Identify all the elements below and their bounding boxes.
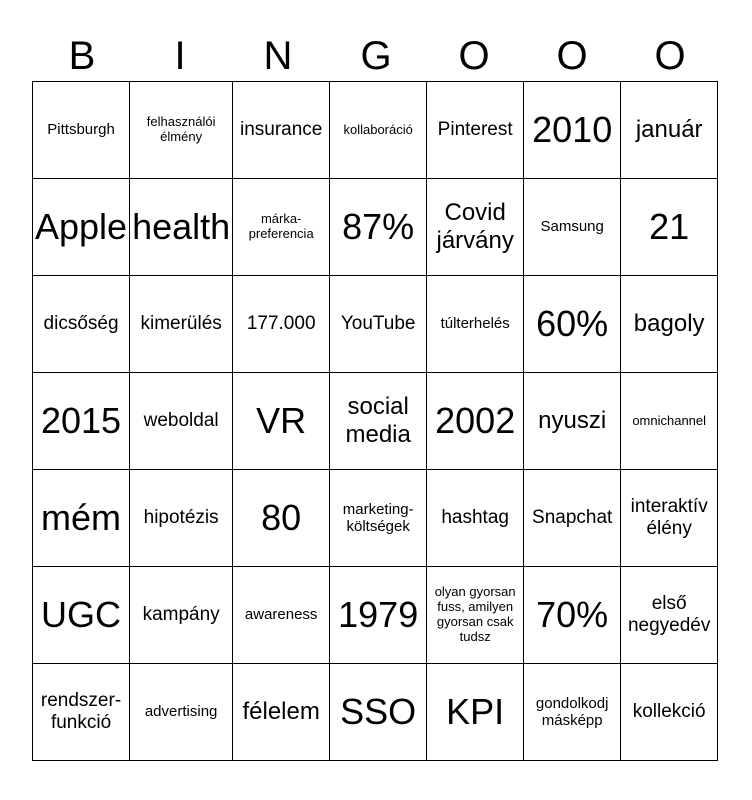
bingo-cell[interactable]: 70%: [524, 567, 621, 664]
bingo-cell[interactable]: YouTube: [330, 276, 427, 373]
bingo-row: [33, 567, 718, 664]
bingo-cell[interactable]: félelem: [233, 664, 330, 761]
bingo-row: [33, 664, 718, 761]
bingo-cell[interactable]: VR: [233, 373, 330, 470]
bingo-cell[interactable]: Covid járvány: [427, 179, 524, 276]
bingo-cell[interactable]: 177.000: [233, 276, 330, 373]
bingo-cell[interactable]: Samsung: [524, 179, 621, 276]
header-letter: O: [458, 34, 490, 78]
bingo-cell[interactable]: Pittsburgh: [33, 82, 130, 179]
bingo-grid: [32, 81, 718, 761]
header-letter: B: [68, 34, 96, 78]
bingo-cell[interactable]: bagoly: [621, 276, 718, 373]
bingo-cell[interactable]: felhasználói élmény: [130, 82, 233, 179]
bingo-cell[interactable]: hipotézis: [130, 470, 233, 567]
bingo-cell[interactable]: insurance: [233, 82, 330, 179]
bingo-cell[interactable]: dicsőség: [33, 276, 130, 373]
bingo-cell[interactable]: awareness: [233, 567, 330, 664]
bingo-cell[interactable]: advertising: [130, 664, 233, 761]
bingo-row: [33, 470, 718, 567]
header-letter: G: [360, 34, 392, 78]
header-letter: I: [174, 34, 186, 78]
bingo-row: [33, 276, 718, 373]
bingo-cell[interactable]: kollaboráció: [330, 82, 427, 179]
bingo-cell[interactable]: health: [130, 179, 233, 276]
bingo-cell[interactable]: weboldal: [130, 373, 233, 470]
bingo-header: [33, 30, 719, 82]
bingo-cell[interactable]: social media: [330, 373, 427, 470]
bingo-cell[interactable]: 2010: [524, 82, 621, 179]
bingo-cell[interactable]: január: [621, 82, 718, 179]
bingo-cell[interactable]: kollekció: [621, 664, 718, 761]
bingo-cell[interactable]: márka-preferencia: [233, 179, 330, 276]
bingo-row: [33, 82, 718, 179]
bingo-cell[interactable]: hashtag: [427, 470, 524, 567]
header-letter: O: [556, 34, 588, 78]
bingo-cell[interactable]: 2015: [33, 373, 130, 470]
bingo-cell[interactable]: interaktív élény: [621, 470, 718, 567]
bingo-cell[interactable]: rendszer-funkció: [33, 664, 130, 761]
bingo-cell[interactable]: 1979: [330, 567, 427, 664]
bingo-cell[interactable]: Apple: [33, 179, 130, 276]
bingo-cell[interactable]: 80: [233, 470, 330, 567]
bingo-cell[interactable]: kampány: [130, 567, 233, 664]
bingo-cell[interactable]: túlterhelés: [427, 276, 524, 373]
bingo-cell[interactable]: gondolkodj másképp: [524, 664, 621, 761]
bingo-cell[interactable]: UGC: [33, 567, 130, 664]
bingo-cell[interactable]: 2002: [427, 373, 524, 470]
bingo-cell[interactable]: KPI: [427, 664, 524, 761]
bingo-cell[interactable]: 21: [621, 179, 718, 276]
bingo-cell[interactable]: 60%: [524, 276, 621, 373]
bingo-cell[interactable]: Snapchat: [524, 470, 621, 567]
bingo-cell[interactable]: marketing-költségek: [330, 470, 427, 567]
bingo-cell[interactable]: első negyedév: [621, 567, 718, 664]
bingo-cell[interactable]: nyuszi: [524, 373, 621, 470]
bingo-cell[interactable]: SSO: [330, 664, 427, 761]
bingo-cell[interactable]: olyan gyorsan fuss, amilyen gyorsan csak tudsz: [427, 567, 524, 664]
bingo-cell[interactable]: mém: [33, 470, 130, 567]
bingo-cell[interactable]: kimerülés: [130, 276, 233, 373]
bingo-cell[interactable]: Pinterest: [427, 82, 524, 179]
header-letter: O: [654, 34, 686, 78]
bingo-row: [33, 373, 718, 470]
bingo-row: [33, 179, 718, 276]
header-letter: N: [263, 34, 293, 78]
bingo-cell[interactable]: 87%: [330, 179, 427, 276]
bingo-cell[interactable]: omnichannel: [621, 373, 718, 470]
